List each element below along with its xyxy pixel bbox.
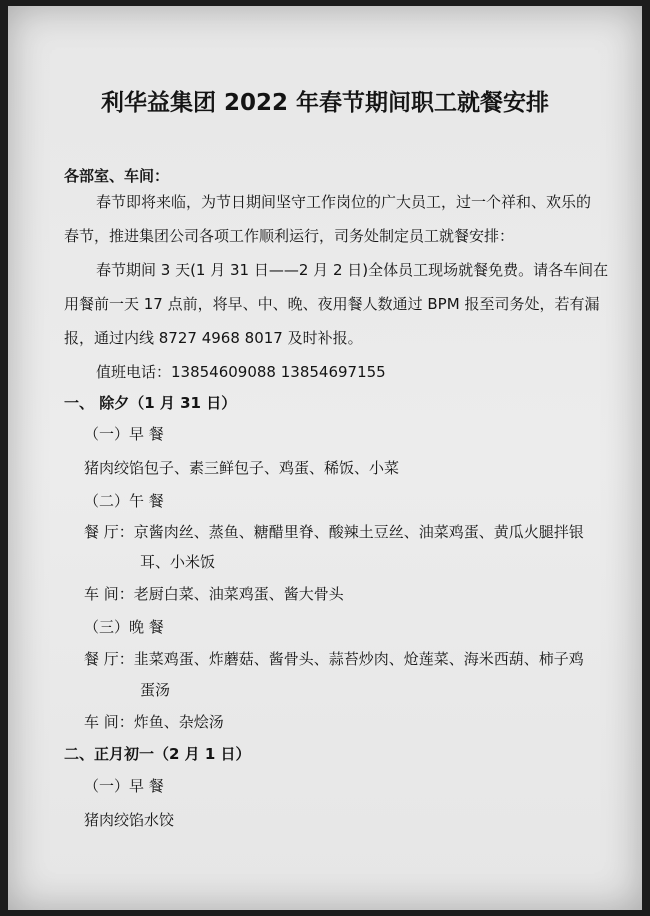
duty-phone: 值班电话：13854609088 13854697155 bbox=[96, 363, 386, 381]
eve-dinner-canteen-2: 蛋汤 bbox=[140, 681, 171, 699]
intro-line-2: 春节，推进集团公司各项工作顺利运行，司务处制定员工就餐安排： bbox=[64, 227, 515, 245]
section-heading-eve: 一、 除夕（1 月 31 日） bbox=[64, 394, 237, 412]
eve-lunch-label: （二）午 餐 bbox=[84, 492, 164, 510]
salutation: 各部室、车间： bbox=[64, 167, 170, 185]
eve-dinner-canteen-1: 餐 厅：韭菜鸡蛋、炸蘑菇、酱骨头、蒜苔炒肉、炝莲菜、海米西葫、柿子鸡 bbox=[84, 650, 584, 668]
day1-breakfast-label: （一）早 餐 bbox=[84, 777, 164, 795]
day1-breakfast-items: 猪肉绞馅水饺 bbox=[84, 811, 175, 829]
notice-line-2: 用餐前一天 17 点前，将早、中、晚、夜用餐人数通过 BPM 报至司务处，若有漏 bbox=[64, 295, 600, 313]
notice-line-3: 报，通过内线 8727 4968 8017 及时补报。 bbox=[64, 329, 363, 347]
eve-lunch-canteen-1: 餐 厅：京酱肉丝、蒸鱼、糖醋里脊、酸辣土豆丝、油菜鸡蛋、黄瓜火腿拌银 bbox=[84, 523, 584, 541]
eve-dinner-workshop: 车 间：炸鱼、杂烩汤 bbox=[84, 713, 224, 731]
eve-breakfast-label: （一）早 餐 bbox=[84, 425, 164, 443]
eve-breakfast-items: 猪肉绞馅包子、素三鲜包子、鸡蛋、稀饭、小菜 bbox=[84, 459, 400, 477]
eve-lunch-canteen-2: 耳、小米饭 bbox=[140, 553, 216, 571]
document-page bbox=[8, 6, 642, 910]
eve-lunch-workshop: 车 间：老厨白菜、油菜鸡蛋、酱大骨头 bbox=[84, 585, 344, 603]
notice-line-1: 春节期间 3 天(1 月 31 日——2 月 2 日)全体员工现场就餐免费。请各车间在 bbox=[96, 261, 609, 279]
document-title: 利华益集团 2022 年春节期间职工就餐安排 bbox=[100, 90, 550, 116]
section-heading-day1: 二、正月初一（2 月 1 日） bbox=[64, 745, 251, 763]
intro-line-1: 春节即将来临，为节日期间坚守工作岗位的广大员工，过一个祥和、欢乐的 bbox=[96, 193, 592, 211]
eve-dinner-label: （三）晚 餐 bbox=[84, 618, 164, 636]
